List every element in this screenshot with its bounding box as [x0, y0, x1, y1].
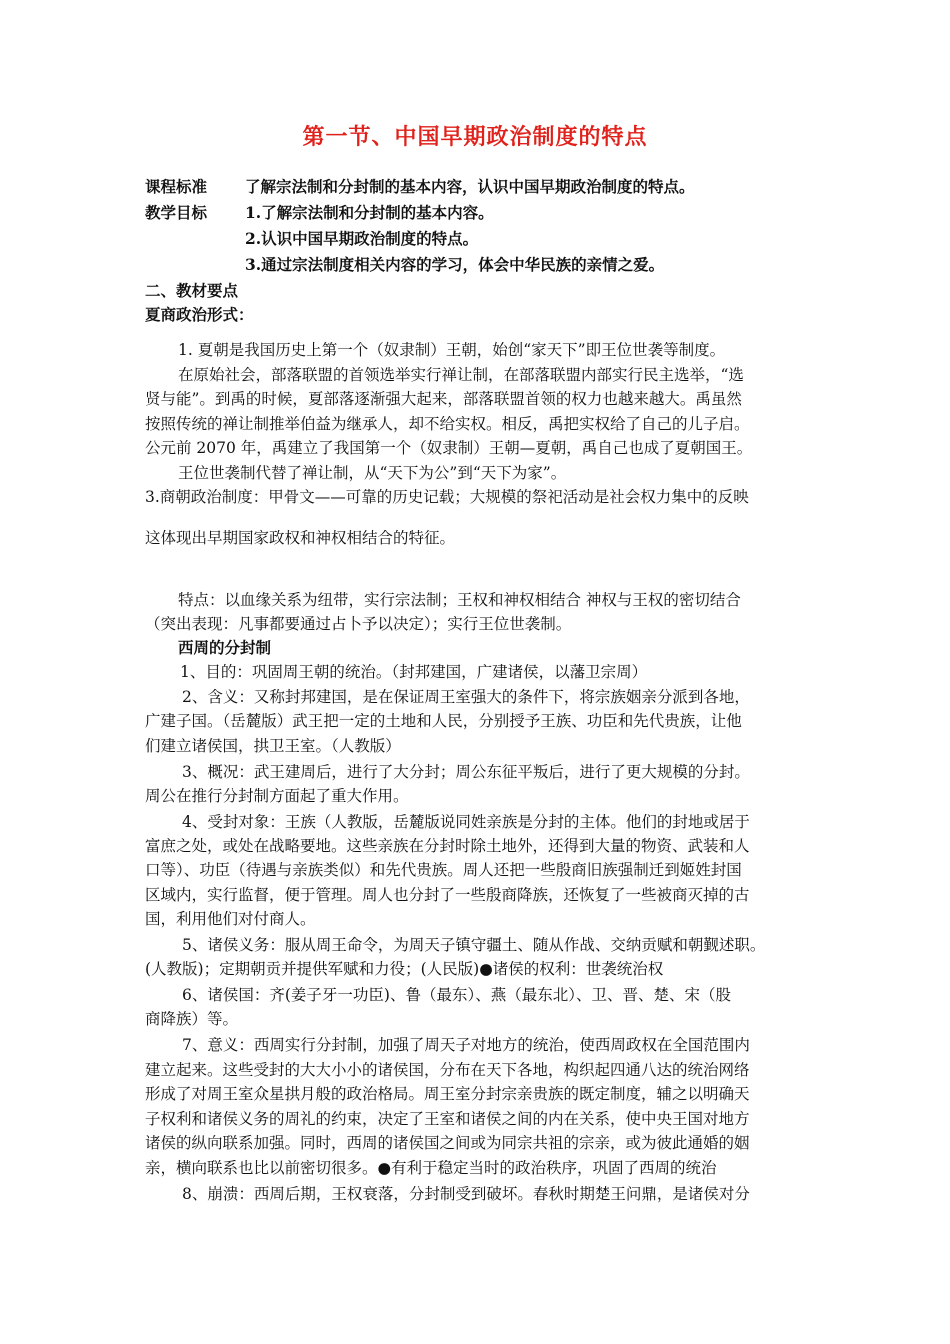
paragraph-line: 广建子国。（岳麓版）武王把一定的土地和人民，分别授予王族、功臣和先代贵族，让他: [145, 712, 742, 730]
paragraph-line: 在原始社会，部落联盟的首领选举实行禅让制，在部落联盟内部实行民主选举，“选: [178, 366, 744, 384]
paragraph-line: 商降族）等。: [145, 1010, 239, 1028]
course-standard-text: 了解宗法制和分封制的基本内容，认识中国早期政治制度的特点。: [245, 177, 695, 196]
paragraph-line: 建立起来。这些受封的大大小小的诸侯国，分布在天下各地，构织起四通八达的统治网络: [145, 1061, 750, 1079]
paragraph-line: 口等）、功臣（待遇与亲族类似）和先代贵族。周人还把一些殷商旧族强制迁到姬姓封国: [145, 861, 742, 879]
teaching-goals-label: 教学目标: [145, 203, 208, 222]
paragraph-line: 子权利和诸侯义务的周礼的约束，决定了王室和诸侯之间的内在关系，使中央王国对地方: [145, 1110, 750, 1128]
course-standard: [145, 175, 695, 199]
list-item: 8、崩溃：西周后期，王权衰落，分封制受到破坏。春秋时期楚王问鼎，是诸侯对分: [182, 1185, 750, 1203]
paragraph-line: 贤与能”。到禹的时候，夏部落逐渐强大起来，部落联盟首领的权力也越来越大。禹虽然: [145, 390, 742, 408]
paragraph-line: 国，利用他们对付商人。: [145, 910, 316, 928]
goal-item: 3.通过宗法制度相关内容的学习，体会中华民族的亲情之爱。: [245, 255, 665, 274]
paragraph-line: (人教版)；定期朝贡并提供军赋和力役；(人民版)●诸侯的权利：世袭统治权: [145, 960, 664, 978]
paragraph-line: 形成了对周王室众星拱月般的政治格局。周王室分封宗亲贵族的既定制度，辅之以明确天: [145, 1085, 750, 1103]
paragraph-line: 区域内，实行监督，便于管理。周人也分封了一些殷商降族，还恢复了一些被商灭掉的古: [145, 886, 750, 904]
paragraph-line: 亲，横向联系也比以前密切很多。●有利于稳定当时的政治秩序，巩固了西周的统治: [145, 1159, 717, 1177]
subsection-heading: 西周的分封制: [178, 638, 272, 657]
paragraph-line: 诸侯的纵向联系加强。同时，西周的诸侯国之间或为同宗共祖的宗亲，或为彼此通婚的姻: [145, 1134, 750, 1152]
paragraph-line: 王位世袭制代替了禅让制，从“天下为公”到“天下为家”。: [178, 464, 567, 482]
paragraph-line: （突出表现：凡事都要通过占卜予以决定）；实行王位世袭制。: [145, 615, 572, 633]
paragraph-line: 这体现出早期国家政权和神权相结合的特征。: [145, 529, 456, 547]
subsection-heading: 夏商政治形式：: [145, 305, 254, 324]
paragraph-line: 特点：以血缘关系为纽带，实行宗法制；王权和神权相结合 神权与王权的密切结合: [178, 591, 741, 609]
list-item: 7、意义：西周实行分封制，加强了周天子对地方的统治，使西周政权在全国范围内: [182, 1036, 750, 1054]
goal-item: 2.认识中国早期政治制度的特点。: [245, 229, 479, 248]
paragraph-line: 周公在推行分封制方面起了重大作用。: [145, 787, 409, 805]
list-item: 6、诸侯国：齐(姜子牙一功臣)、鲁（最东）、燕（最东北）、卫、晋、楚、宋（股: [182, 986, 731, 1004]
course-standard-label: 课程标准: [145, 177, 208, 196]
list-item: 2、含义：又称封邦建国，是在保证周王室强大的条件下，将宗族姻亲分派到各地，: [182, 688, 750, 706]
goal-item: 1.了解宗法制和分封制的基本内容。: [245, 203, 494, 222]
paragraph-line: 公元前 2070 年，禹建立了我国第一个（奴隶制）王朝—夏朝，禹自己也成了夏朝国王。: [145, 439, 753, 457]
section-heading: 二、教材要点: [145, 281, 239, 300]
list-item: 4、受封对象：王族（人教版，岳麓版说同姓亲族是分封的主体。他们的封地或居于: [182, 813, 750, 831]
paragraph-line: 1. 夏朝是我国历史上第一个（奴隶制）王朝，始创“家天下”即王位世袭等制度。: [178, 341, 726, 359]
list-item: 5、诸侯义务：服从周王命令，为周天子镇守疆土、随从作战、交纳贡赋和朝觐述职。: [182, 936, 766, 954]
teaching-goals: [145, 201, 494, 225]
paragraph-line: 3.商朝政治制度：甲骨文——可靠的历史记载；大规模的祭祀活动是社会权力集中的反映: [145, 488, 749, 506]
paragraph-line: 按照传统的禅让制推举伯益为继承人，却不给实权。相反，禹把实权给了自己的儿子启。: [145, 415, 750, 433]
page-title: 第一节、中国早期政治制度的特点: [302, 124, 648, 150]
list-item: 1、目的：巩固周王朝的统治。（封邦建国，广建诸侯，以藩卫宗周）: [180, 663, 648, 681]
list-item: 3、概况：武王建周后，进行了大分封；周公东征平叛后，进行了更大规模的分封。: [182, 763, 750, 781]
paragraph-line: 们建立诸侯国，拱卫王室。（人教版）: [145, 737, 401, 755]
paragraph-line: 富庶之处，或处在战略要地。这些亲族在分封时除土地外，还得到大量的物资、武装和人: [145, 837, 750, 855]
